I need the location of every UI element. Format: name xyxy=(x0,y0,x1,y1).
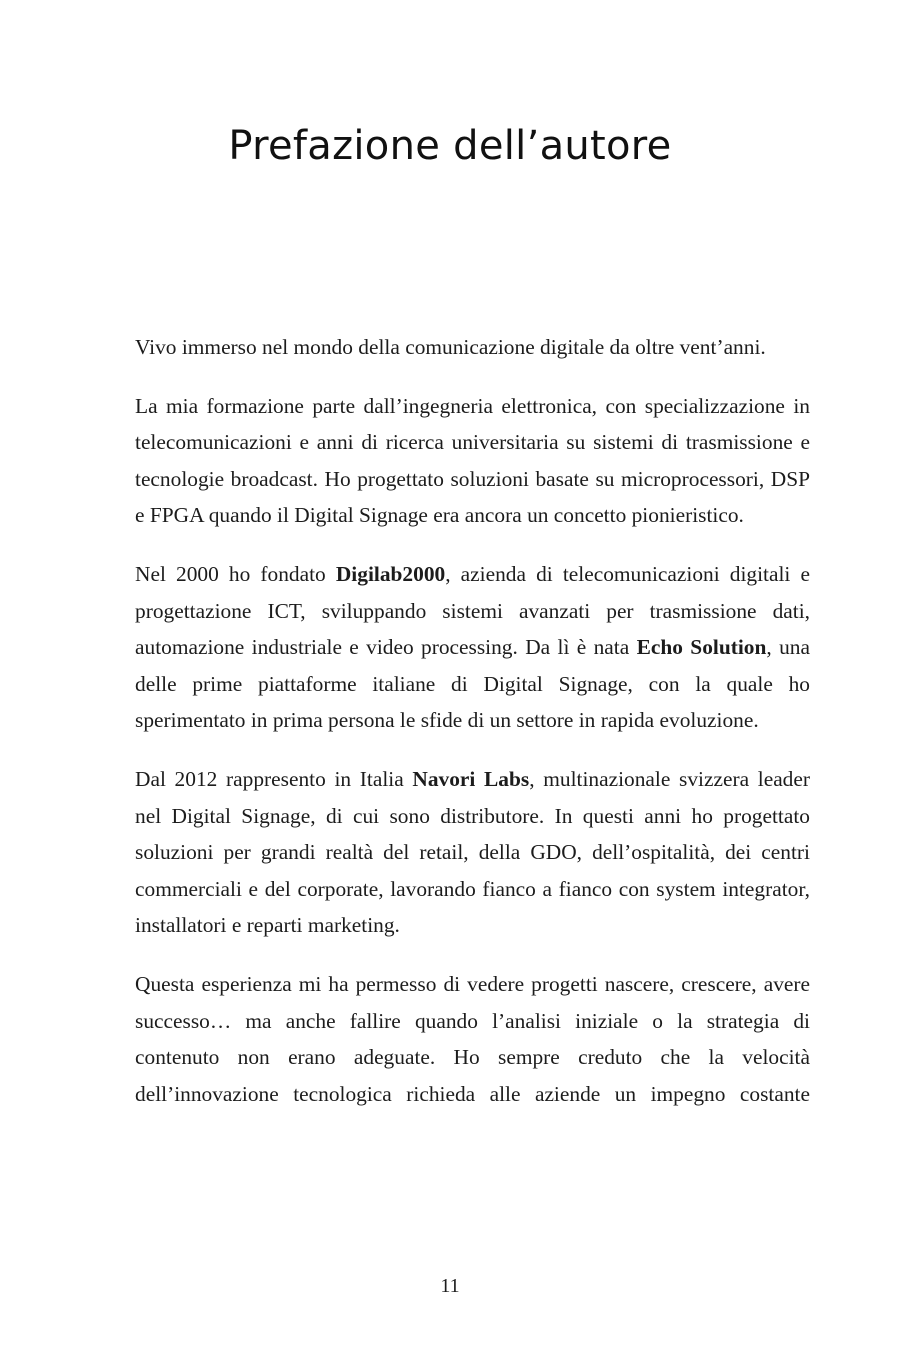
paragraph xyxy=(135,556,810,739)
paragraph-text: Questa esperienza mi ha permesso di vedere progetti nascere, crescere, avere successo… ma anche fallire quando l’analisi iniziale o la strategia di contenuto non erano adeguate. Ho sempre creduto che la velocità dell’innovazione tecnologica richieda alle aziende un impegno costante xyxy=(135,971,810,1106)
paragraph xyxy=(135,329,810,366)
paragraph-text: Nel 2000 ho fondato xyxy=(135,561,336,586)
paragraph xyxy=(135,966,810,1112)
page-title: Prefazione dell’autore xyxy=(228,123,672,169)
company-name-digilab2000: Digilab2000 xyxy=(335,561,446,586)
company-name-echo-solution: Echo Solution xyxy=(636,635,767,660)
paragraph xyxy=(135,388,810,534)
body-text xyxy=(135,329,810,1134)
paragraph-text: Dal 2012 rappresento in Italia xyxy=(135,766,413,791)
company-name-navori-labs: Navori Labs xyxy=(412,766,530,791)
paragraph-text: Vivo immerso nel mondo della comunicazione digitale da oltre vent’anni. xyxy=(135,335,766,359)
paragraph-text: La mia formazione parte dall’ingegneria elettronica, con specializzazione in telecomunicazioni e anni di ricerca universitaria su sistemi di trasmissione e tecnologie broadcast. Ho progettato soluzioni basate su microprocessori, DSP e FPGA quando il Digital Signage era ancora un concetto pionieristico. xyxy=(135,393,810,528)
paragraph xyxy=(135,761,810,944)
page-number: 11 xyxy=(440,1275,460,1297)
paragraph-text: , multinazionale svizzera leader nel Digital Signage, di cui sono distributore. In questi anni ho progettato soluzioni per grandi realtà del retail, della GDO, dell’ospitalità, dei centri commerciali e del corporate, lavorando fianco a fianco con system integrator, installatori e reparti marketing. xyxy=(135,766,810,938)
paragraph-text: , una delle prime piattaforme italiane di Digital Signage, con la quale ho sperimentato in prima persona le sfide di un settore in rapida evoluzione. xyxy=(135,635,810,733)
paragraph-text: , azienda di telecomunicazioni digitali e progettazione ICT, sviluppando sistemi avanzati per trasmissione dati, automazione industriale e video processing. Da lì è nata xyxy=(135,561,810,660)
